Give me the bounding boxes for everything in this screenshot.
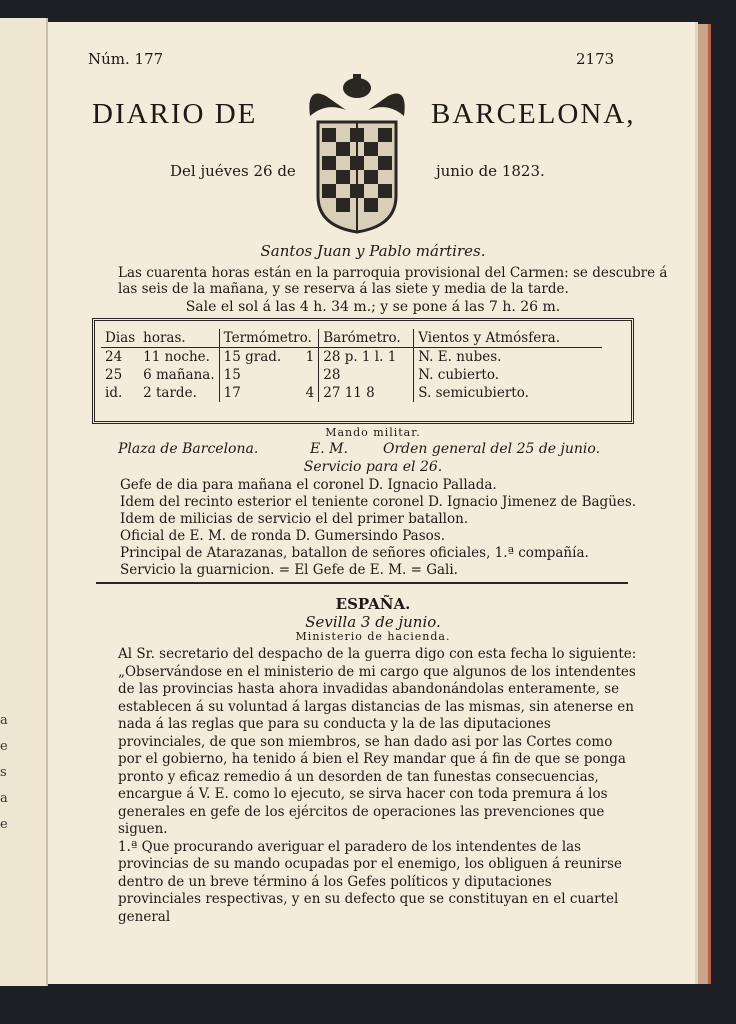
plaza-label: Plaza de Barcelona.: [118, 441, 259, 457]
military-orders: [120, 477, 636, 579]
article-body: [118, 646, 638, 926]
date-weekday: Del juéves 26 de: [170, 162, 296, 180]
col-vientos: Vientos y Atmósfera.: [414, 329, 603, 348]
list-item: Principal de Atarazanas, batallon de señores oficiales, 1.ª compañía.: [120, 545, 589, 561]
section-title: ESPAÑA.: [335, 595, 411, 613]
weather-table-frame: [92, 318, 634, 424]
paragraph: „Observándose en el ministerio de mi cargo que algunos de los intendentes de las provincias hasta ahora invadidas abandonándolas enteramente, se establecen á su voluntad á largas distancias de las mismas, sin atenerse en nada á las reglas que para su conducta y la de las diputaciones provinciales, de que son miembros, se han dado asi por las Cortes como por el gobierno, ha tenido á bien el Rey mandar que á fin de que se ponga pronto y eficaz remedio á un desorden de tan funestas consecuencias, encargue á V. E. como lo ejecuto, se sirva hacer con toda premura á los generales en gefe de los ejércitos de operaciones las prevenciones que siguen.: [118, 663, 636, 837]
em-label: E. M.: [310, 441, 348, 457]
ministry-heading: Ministerio de hacienda.: [295, 630, 451, 643]
newspaper-page: [48, 22, 698, 984]
section-divider: [96, 582, 628, 584]
dateline: Sevilla 3 de junio.: [305, 613, 441, 631]
page-stack-edge: [698, 24, 711, 984]
col-termometro: Termómetro.: [219, 329, 319, 348]
date-month-year: junio de 1823.: [436, 162, 545, 180]
weather-table: [101, 329, 602, 402]
table-row: 25 6 mañana. 15 28 N. cubierto.: [101, 366, 602, 384]
list-item: Gefe de dia para mañana el coronel D. Ignacio Pallada.: [120, 477, 497, 493]
list-item: Oficial de E. M. de ronda D. Gumersindo Pasos.: [120, 528, 446, 544]
left-page-letters: a e s a e: [0, 713, 8, 832]
military-heading: Mando militar.: [325, 426, 421, 439]
col-dias: Dias: [101, 329, 139, 348]
col-horas: horas.: [139, 329, 219, 348]
weather-header-row: [101, 329, 602, 348]
sunrise-sunset: Sale el sol á las 4 h. 34 m.; y se pone á las 7 h. 26 m.: [185, 299, 561, 315]
table-row: 24 11 noche. 15 grad. 1 28 p. 1 l. 1 N. E. nubes.: [101, 348, 602, 367]
service-heading: Servicio para el 26.: [303, 459, 443, 475]
col-barometro: Barómetro.: [319, 329, 414, 348]
forty-hours-notice: Las cuarenta horas están en la parroquia provisional del Carmen: se descubre á las seis de la mañana, y se reserva á las siete y media de la tarde.: [118, 265, 668, 297]
list-item: Idem de milicias de servicio el del primer batallon.: [120, 511, 469, 527]
general-order: Orden general del 25 de junio.: [383, 441, 601, 457]
masthead-title-left: DIARIO DE: [92, 98, 258, 130]
saints-of-day: Santos Juan y Pablo mártires.: [260, 242, 486, 260]
coat-of-arms-emblem: [296, 66, 418, 234]
masthead-title-right: BARCELONA,: [431, 98, 636, 130]
table-row: id. 2 tarde. 17 4 27 11 8 S. semicubierto.: [101, 384, 602, 402]
issue-number: Núm. 177: [88, 50, 164, 68]
paragraph: 1.ª Que procurando averiguar el paradero de los intendentes de las provincias de su mando ocupadas por el enemigo, los obliguen á reunirse dentro de un breve término á los Gefes políticos y diputaciones provinciales respectivas, y en su defecto que se constituyan en el cuartel general: [118, 838, 622, 925]
list-item: Servicio la guarnicion. = El Gefe de E. M. = Gali.: [120, 562, 458, 578]
left-page-edge: [0, 18, 48, 986]
list-item: Idem del recinto esterior el teniente coronel D. Ignacio Jimenez de Bagües.: [120, 494, 637, 510]
page-number: 2173: [576, 50, 615, 68]
paragraph: Al Sr. secretario del despacho de la guerra digo con esta fecha lo siguiente:: [118, 646, 637, 662]
